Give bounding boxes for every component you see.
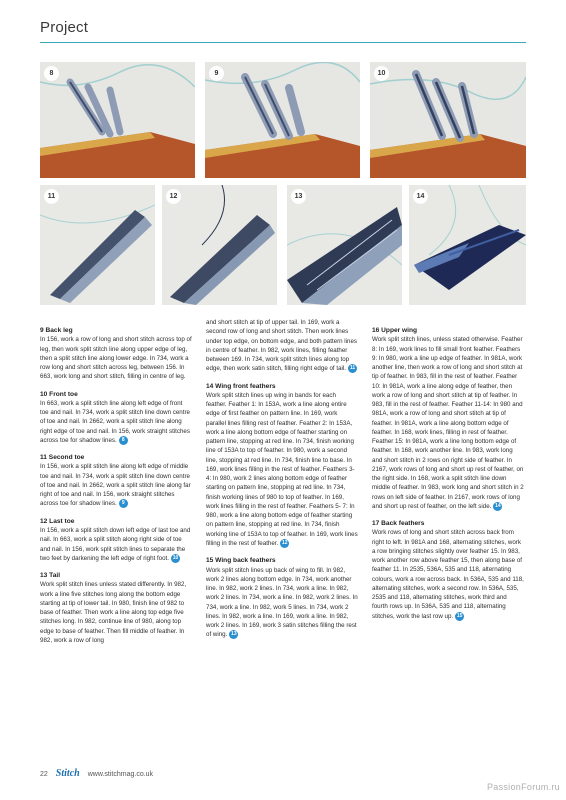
instruction-section: [206, 318, 358, 374]
section-body: In 663, work a split stitch line along left edge of front toe and nail. In 734, work a split stitch line down centre of toe and nail. In 2662, work a split stitch line along right edge of toe and nail. In 156, work straight stitches across toe for shadow lines.: [40, 399, 190, 444]
step-number-badge: 14: [413, 189, 428, 204]
section-heading: 13 Tail: [40, 572, 61, 580]
header-divider: [40, 42, 526, 43]
page-title: Project: [40, 19, 89, 36]
page-number: 22: [40, 771, 48, 778]
section-heading: 14 Wing front feathers: [206, 382, 276, 390]
step-number-icon: 8: [119, 436, 128, 445]
section-heading: 17 Back feathers: [372, 520, 425, 528]
section-body: In 156, work a split stitch line along left edge of middle toe and nail. In 734, work a split stitch line down centre of toe and nail. In 2662, work a split stitch line along far right of toe and nail. In 156, work straight stitches across toe for shadow lines.: [40, 463, 191, 508]
step-number-icon: 9: [119, 499, 128, 508]
photo-step-11: [40, 185, 155, 305]
photo-step-9: [205, 62, 360, 178]
step-number-icon: 10: [172, 554, 179, 561]
website-link[interactable]: www.stitchmag.co.uk: [87, 771, 154, 778]
step-number-badge: 13: [291, 189, 306, 204]
step-number-badge: 12: [166, 189, 181, 204]
watermark: PassionForum.ru: [486, 782, 560, 792]
section-heading: 16 Upper wing: [372, 327, 418, 334]
page-footer: [40, 768, 153, 779]
section-heading: 12 Last toe: [40, 517, 75, 525]
photo-step-12: [162, 185, 277, 305]
section-body: In 156, work a split stitch down left edge of last toe and nail. In 663, work a split stitch along right side of toe and nail. In 156, work split stitch lines to separate the two feet by darkening the left edge of right foot.: [40, 527, 191, 562]
photo-step-13: [287, 185, 402, 305]
section-body: and short stitch at tip of upper tail. In 169, work a second row of long and short stitch. Then work lines under top edge, on bottom edge, and both pattern lines in centre of feather. In 982, work lines, filling feather between 169. In 734, work split stitch lines along top edge, then work satin stitch, filling right edge of tail.: [206, 319, 358, 373]
section-body: Work split stitch lines up wing in bands for each feather. Feather 1: In 153A, work a line along entire edge of first feather on pattern line. In 169, work parallel lines filling rest of feather. Feather 2: In 153A, work a line along bottom edge of feather starting on pattern line, stopping at red line. In 734, finish working line of 153A to top of feather. In 980, work a second line, stopping at red line. In 734, finish line to base. In 169, work lines filling in the rest of feather. Feathers 3-4: In 980, work 2 lines along bottom edge of feather starting on pattern line, stopping at red line. In 734, finish working lines of 980 to top of feather. In 169, work lines filling in the rest of feather. Feathers 5- 7: In 980, work a line along bottom edge of feather starting on pattern line, stopping at red line. In 734, finish working line of 153A to top of feather. In 169, work lines filling in the rest of feather.: [206, 391, 358, 548]
photo-step-14: [409, 185, 526, 305]
step-number-icon: 15: [456, 612, 463, 619]
step-number-icon: 13: [231, 631, 237, 638]
section-heading: 11 Second toe: [40, 454, 85, 462]
section-heading: 15 Wing back feathers: [206, 557, 276, 565]
step-number-icon: 12: [281, 539, 288, 546]
section-body: In 156, work a row of long and short stitch across top of leg, then work split stitch line along upper edge of leg, then a split stitch line along lower edge. In 734, work a row long and short stitch across leg, between 156. In 663, work long and short stitch, filling in centre of leg.: [40, 336, 192, 381]
step-number-icon: 11: [349, 365, 356, 372]
magazine-logo: Stitch: [55, 768, 80, 779]
step-number-icon: 14: [495, 502, 501, 509]
text-column-2: [206, 318, 358, 648]
section-heading: 9 Back leg: [40, 327, 73, 334]
photo-step-10: [370, 62, 526, 178]
section-body: Work split stitch lines unless stated differently. In 982, work a line five stitches long along the bottom edge starting at tip of lower tail. In 980, finish line of 982 to base of feather. Then work a line along top edge five stitches long. In 982, continue line of 980, along top edge to base of feather. Then fill middle of feather. In 982, work a row of long: [40, 581, 187, 644]
photo-step-8: [40, 62, 195, 178]
step-number-badge: 11: [44, 189, 59, 204]
step-number-badge: 8: [44, 66, 59, 81]
text-column-3: [372, 318, 524, 629]
step-number-badge: 10: [374, 66, 389, 81]
step-number-badge: 9: [209, 66, 224, 81]
section-body: Work split stitch lines, unless stated otherwise. Feather 8: In 169, work lines to fill small front feather. Feathers 9: In 980, work a line up edge of feather. In 981A, work another line, then work a row of long and short stitch at tip of feather. In 983, fill in the rest of feather. Feather 10: In 981A, work a line along edge of feather, then work a row of long and short stitch at tip of feather. In 983, fill in the rest of feather. Feather 11-14: In 980 and 981A, work a row of long and short stitch at tip of feather. In 981A, work a line along bottom edge of feather. In 168, work lines, filling in rest of feather. Feather 15: In 981A, work a line long bottom edge of feather. In 168, work another line. In 983, work long and short stitch in 2 rows on right side of feather. In 2167, work rows of long and short up rest of feather, on the right side. In 168, work a split stitch line down middle of feather. In 983, work long and short stitch in 2 rows on left side of feather. In 2167, work rows of long and short up rest of feather, on the left side.: [372, 336, 524, 510]
text-column-1: [40, 318, 192, 653]
section-body: Work rows of long and short stitch across back from right to left. In 981A and 168, alternating stitches, work a row bringing stitches slightly over feather 15. In 983, work another row above feather 15, then along base of feather 11. In 2535, 536A, 535 and 118, alternating colours, work a row across back. In 536A, 535 and 118, alternating stitches, work a second row. In 536A, 535, 2535 and 118, alternating stitches, work third and fourth rows up. In 536A, 535 and 118, alternating stitches, work the last row up.: [372, 529, 524, 620]
section-body: Work split stitch lines up back of wing to fill. In 982, work 2 lines along bottom edge. In 734, work another line. In 982, work 2 lines. In 734, work a line. In 982, work 2 lines. In 734, work a line. In 982, work 2 lines. In 734, work a line. In 982, work 5 lines. In 734, work 2 lines. In 982, work a line. In 169, work a line. In 982, work 2 lines. In 169, work 3 satin stitches filling the rest of wing.: [206, 566, 358, 639]
section-heading: 10 Front toe: [40, 390, 78, 398]
